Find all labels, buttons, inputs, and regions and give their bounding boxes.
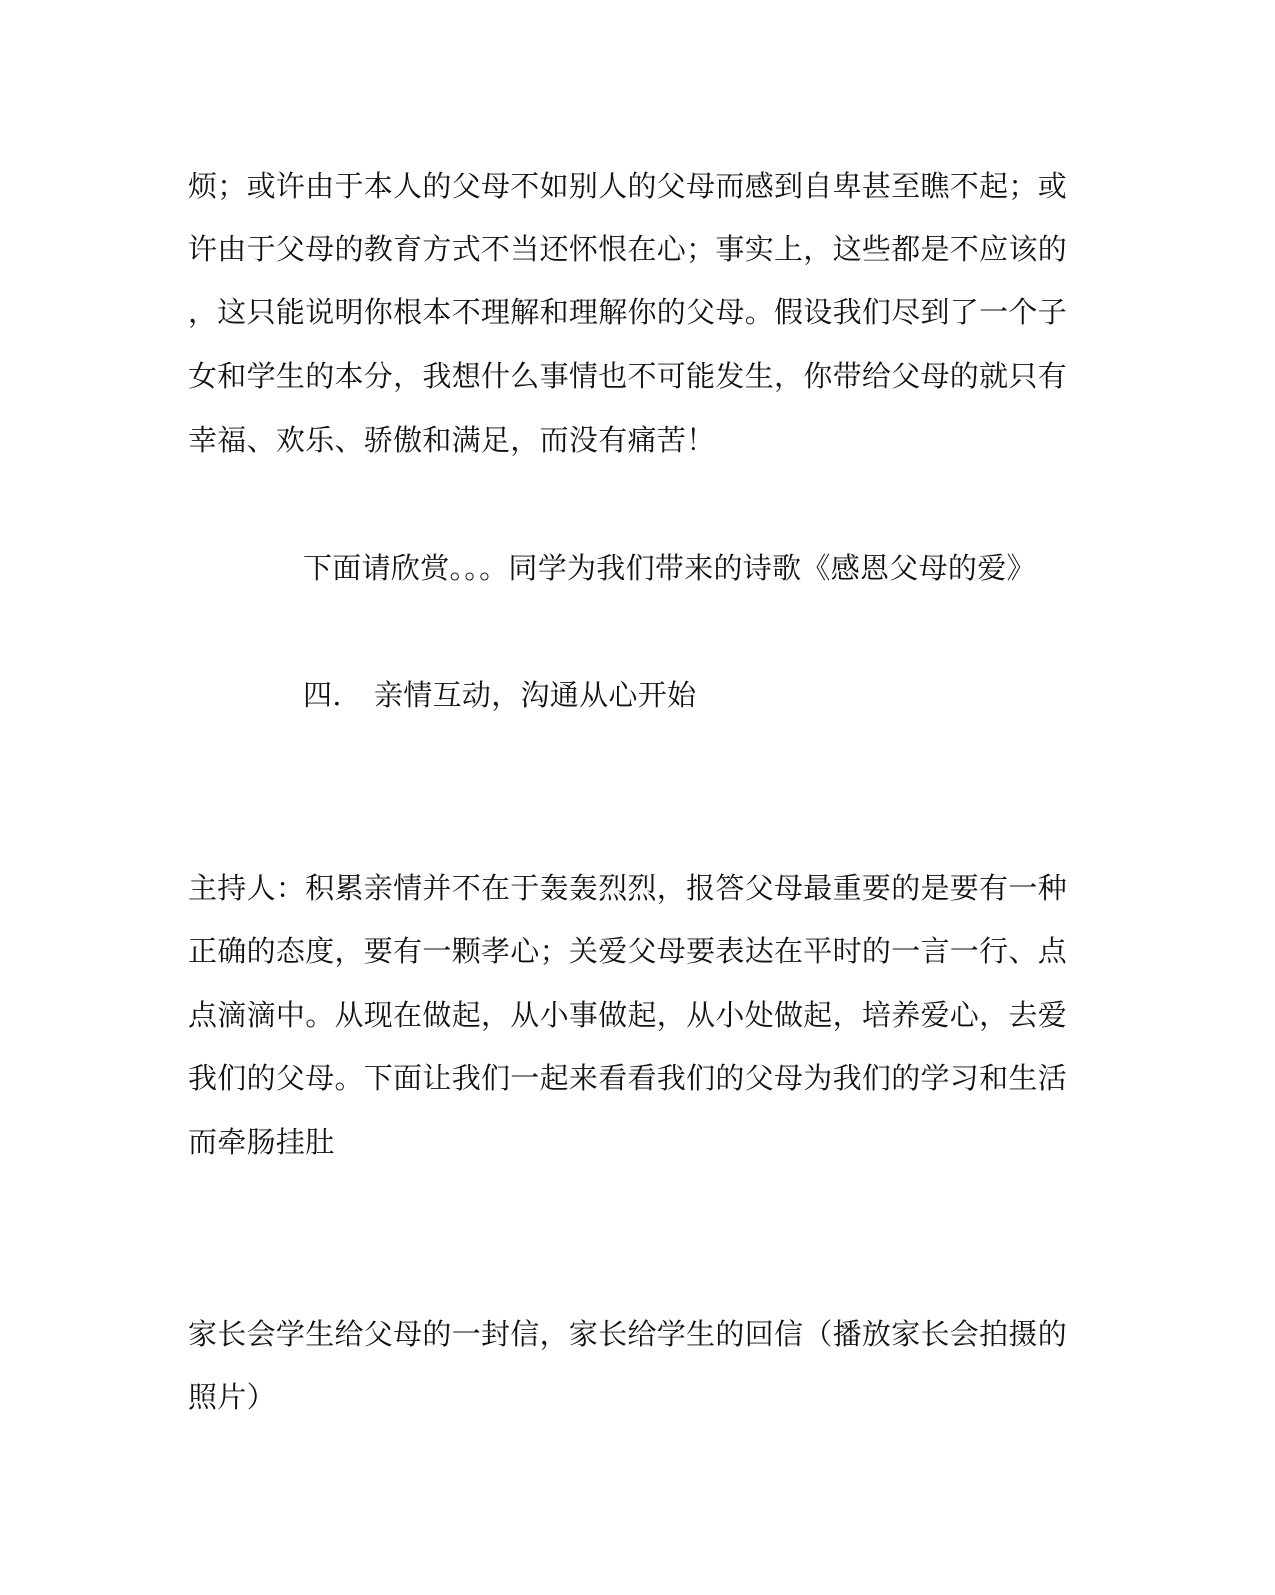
paragraph-line: 烦；或许由于本人的父母不如别人的父母而感到自卑甚至瞧不起；或 [188,169,1068,203]
section-heading [0,675,1275,715]
paragraph-line: 家长会学生给父母的一封信，家长给学生的回信（播放家长会拍摄的 [188,1317,1068,1351]
section-title: 亲情互动，沟通从心开始 [374,678,697,712]
paragraph-line: 幸福、欢乐、骄傲和满足，而没有痛苦！ [188,423,716,457]
paragraph-line: 女和学生的本分，我想什么事情也不可能发生，你带给父母的就只有 [188,359,1068,393]
paragraph-line: 照片） [188,1380,276,1414]
poem-intro: 下面请欣赏。。。同学为我们带来的诗歌《感恩父母的爱》 [303,551,1036,585]
section-number: 四. [303,678,342,712]
paragraph-line: 主持人：积累亲情并不在于轰轰烈烈，报答父母最重要的是要有一种 [188,871,1068,905]
paragraph-line: 正确的态度，要有一颗孝心；关爱父母要表达在平时的一言一行、点 [188,934,1068,968]
paragraph-line: 点滴滴中。从现在做起，从小事做起，从小处做起，培养爱心，去爱 [188,998,1068,1032]
paragraph-line: ，这只能说明你根本不理解和理解你的父母。假设我们尽到了一个子 [188,295,1068,329]
paragraph-line: 而牵肠挂肚 [188,1125,335,1159]
paragraph-line: 我们的父母。下面让我们一起来看看我们的父母为我们的学习和生活 [188,1061,1068,1095]
paragraph-line: 许由于父母的教育方式不当还怀恨在心；事实上，这些都是不应该的 [188,232,1068,266]
